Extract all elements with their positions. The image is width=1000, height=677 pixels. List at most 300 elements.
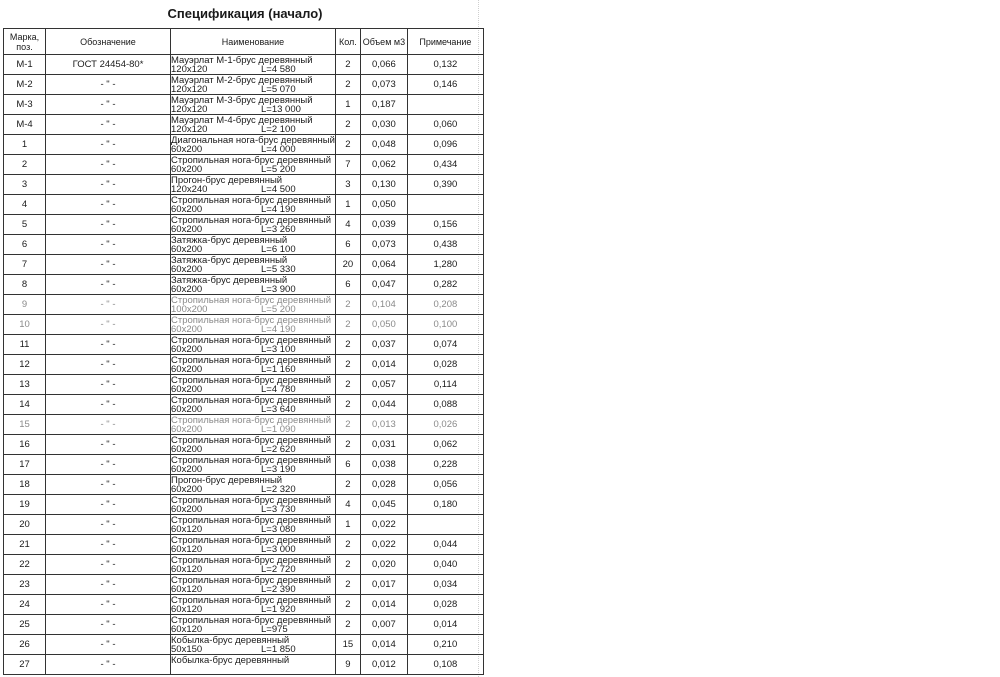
cell-name <box>171 195 336 215</box>
cell-mark: 24 <box>4 595 46 615</box>
cell-volume: 0,048 <box>360 135 407 155</box>
table-row <box>4 375 484 395</box>
name-size-line <box>171 545 335 554</box>
cell-mark: 15 <box>4 415 46 435</box>
cell-mark: 2 <box>4 155 46 175</box>
cell-qty: 7 <box>335 155 360 175</box>
cell-designation: - " - <box>46 335 171 355</box>
name-size-line <box>171 485 335 494</box>
cell-name <box>171 635 336 655</box>
cell-volume: 0,037 <box>360 335 407 355</box>
cell-designation: - " - <box>46 315 171 335</box>
table-row <box>4 535 484 555</box>
name-size-line <box>171 325 335 334</box>
name-text: Стропильная нога-брус деревянный <box>171 354 332 366</box>
cell-mark: 27 <box>4 655 46 675</box>
table-row <box>4 555 484 575</box>
length-value: L=4 190 <box>261 323 296 335</box>
cell-name <box>171 55 336 75</box>
length-value: L=1 850 <box>261 643 296 655</box>
cell-mark: 7 <box>4 255 46 275</box>
section-size: 60х120 <box>171 623 203 635</box>
table-row <box>4 275 484 295</box>
cell-name <box>171 115 336 135</box>
name-size-line <box>171 385 335 394</box>
cell-note: 0,026 <box>407 415 483 435</box>
name-text: Мауэрлат М-1-брус деревянный <box>171 54 313 66</box>
cell-name <box>171 575 336 595</box>
cell-designation: - " - <box>46 415 171 435</box>
section-size: 60х200 <box>171 423 203 435</box>
cell-mark: 16 <box>4 435 46 455</box>
section-size: 60х120 <box>171 563 203 575</box>
cell-note: 0,028 <box>407 355 483 375</box>
name-text: Прогон-брус деревянный <box>171 474 283 486</box>
cell-designation: - " - <box>46 295 171 315</box>
header-qty: Кол. <box>335 29 360 55</box>
section-size: 60х200 <box>171 363 203 375</box>
table-row <box>4 255 484 275</box>
cell-note: 0,438 <box>407 235 483 255</box>
table-row <box>4 155 484 175</box>
section-size: 120х120 <box>171 123 208 135</box>
length-value: L=3 640 <box>261 403 296 415</box>
length-value: L=1 090 <box>261 423 296 435</box>
cell-mark: 10 <box>4 315 46 335</box>
cell-qty: 2 <box>335 395 360 415</box>
cell-mark: 6 <box>4 235 46 255</box>
cell-volume: 0,020 <box>360 555 407 575</box>
cell-qty: 1 <box>335 95 360 115</box>
cell-note: 0,056 <box>407 475 483 495</box>
cell-note: 0,156 <box>407 215 483 235</box>
cell-volume: 0,050 <box>360 195 407 215</box>
cell-mark: 23 <box>4 575 46 595</box>
section-size: 120х240 <box>171 183 208 195</box>
table-row <box>4 135 484 155</box>
cell-qty: 4 <box>335 495 360 515</box>
name-text: Затяжка-брус деревянный <box>171 234 288 246</box>
cell-volume: 0,017 <box>360 575 407 595</box>
cell-mark: 19 <box>4 495 46 515</box>
cell-note: 0,282 <box>407 275 483 295</box>
cell-name <box>171 135 336 155</box>
cell-qty: 2 <box>335 435 360 455</box>
cell-qty: 15 <box>335 635 360 655</box>
cell-mark: 12 <box>4 355 46 375</box>
name-text: Стропильная нога-брус деревянный <box>171 514 332 526</box>
cell-mark: 17 <box>4 455 46 475</box>
section-size: 60х200 <box>171 283 203 295</box>
cell-designation: ГОСТ 24454-80* <box>46 55 171 75</box>
cell-qty: 1 <box>335 515 360 535</box>
cell-designation: - " - <box>46 275 171 295</box>
cell-designation: - " - <box>46 395 171 415</box>
cell-note: 0,044 <box>407 535 483 555</box>
cell-qty: 2 <box>335 595 360 615</box>
name-text: Стропильная нога-брус деревянный <box>171 294 332 306</box>
name-size-line <box>171 265 335 274</box>
header-name: Наименование <box>171 29 336 55</box>
cell-volume: 0,050 <box>360 315 407 335</box>
section-size: 60х200 <box>171 383 203 395</box>
table-row <box>4 415 484 435</box>
table-row <box>4 495 484 515</box>
cell-designation: - " - <box>46 435 171 455</box>
name-size-line <box>171 65 335 74</box>
cell-qty: 2 <box>335 115 360 135</box>
section-size: 60х200 <box>171 263 203 275</box>
cell-volume: 0,014 <box>360 355 407 375</box>
cell-qty: 2 <box>335 475 360 495</box>
cell-name <box>171 535 336 555</box>
cell-volume: 0,047 <box>360 275 407 295</box>
name-text: Стропильная нога-брус деревянный <box>171 594 332 606</box>
cell-mark: 25 <box>4 615 46 635</box>
table-row <box>4 215 484 235</box>
header-note: Примечание <box>407 29 483 55</box>
table-row <box>4 595 484 615</box>
section-size: 60х120 <box>171 543 203 555</box>
section-size: 60х200 <box>171 203 203 215</box>
name-text: Стропильная нога-брус деревянный <box>171 614 332 626</box>
cell-volume: 0,130 <box>360 175 407 195</box>
cell-mark: 8 <box>4 275 46 295</box>
cell-name <box>171 315 336 335</box>
name-size-line <box>171 125 335 134</box>
cell-volume: 0,022 <box>360 535 407 555</box>
section-size: 60х200 <box>171 483 203 495</box>
cell-mark: 14 <box>4 395 46 415</box>
cell-volume: 0,064 <box>360 255 407 275</box>
cell-note: 0,114 <box>407 375 483 395</box>
cell-qty: 2 <box>335 315 360 335</box>
cell-designation: - " - <box>46 155 171 175</box>
name-size-line <box>171 465 335 474</box>
section-size: 60х200 <box>171 463 203 475</box>
name-size-line <box>171 145 335 154</box>
length-value: L=1 160 <box>261 363 296 375</box>
length-value: L=3 730 <box>261 503 296 515</box>
length-value: L=4 580 <box>261 63 296 75</box>
table-row <box>4 435 484 455</box>
cell-name <box>171 435 336 455</box>
name-size-line <box>171 365 335 374</box>
cell-designation: - " - <box>46 455 171 475</box>
section-size: 60х200 <box>171 503 203 515</box>
name-size-line <box>171 525 335 534</box>
table-row <box>4 655 484 675</box>
cell-designation: - " - <box>46 175 171 195</box>
table-row <box>4 195 484 215</box>
section-size: 60х200 <box>171 143 203 155</box>
name-text: Стропильная нога-брус деревянный <box>171 574 332 586</box>
cell-note: 0,100 <box>407 315 483 335</box>
name-size-line <box>171 625 335 634</box>
name-text: Прогон-брус деревянный <box>171 174 283 186</box>
cell-note: 0,228 <box>407 455 483 475</box>
name-text: Стропильная нога-брус деревянный <box>171 374 332 386</box>
cell-mark: 13 <box>4 375 46 395</box>
cell-note <box>407 515 483 535</box>
table-body <box>4 55 484 675</box>
section-size: 60х200 <box>171 223 203 235</box>
cell-mark: 22 <box>4 555 46 575</box>
cell-volume: 0,022 <box>360 515 407 535</box>
cell-designation: - " - <box>46 215 171 235</box>
cell-name <box>171 175 336 195</box>
cell-note: 0,434 <box>407 155 483 175</box>
cell-note <box>407 195 483 215</box>
cell-qty: 2 <box>335 75 360 95</box>
cell-designation: - " - <box>46 535 171 555</box>
table-header-row <box>4 29 484 55</box>
cell-note: 0,210 <box>407 635 483 655</box>
length-value: L=2 320 <box>261 483 296 495</box>
cell-name <box>171 235 336 255</box>
cell-name <box>171 155 336 175</box>
table-row <box>4 395 484 415</box>
cell-designation: - " - <box>46 575 171 595</box>
cell-name <box>171 455 336 475</box>
name-size-line <box>171 345 335 354</box>
cell-note: 0,180 <box>407 495 483 515</box>
cell-note: 0,028 <box>407 595 483 615</box>
cell-qty: 3 <box>335 175 360 195</box>
cell-mark: 21 <box>4 535 46 555</box>
cell-designation: - " - <box>46 355 171 375</box>
cell-qty: 2 <box>335 615 360 635</box>
table-row <box>4 55 484 75</box>
section-size: 60х120 <box>171 603 203 615</box>
cell-qty: 2 <box>335 555 360 575</box>
cell-name <box>171 295 336 315</box>
cell-note: 0,108 <box>407 655 483 675</box>
cell-note: 0,034 <box>407 575 483 595</box>
cell-designation: - " - <box>46 235 171 255</box>
name-size-line <box>171 225 335 234</box>
section-size: 60х200 <box>171 243 203 255</box>
table-row <box>4 175 484 195</box>
cell-volume: 0,028 <box>360 475 407 495</box>
name-text: Стропильная нога-брус деревянный <box>171 434 332 446</box>
cell-mark: 1 <box>4 135 46 155</box>
name-text: Стропильная нога-брус деревянный <box>171 454 332 466</box>
cell-note: 0,208 <box>407 295 483 315</box>
section-size: 60х200 <box>171 323 203 335</box>
cell-volume: 0,031 <box>360 435 407 455</box>
name-text: Мауэрлат М-3-брус деревянный <box>171 94 313 106</box>
length-value: L=3 900 <box>261 283 296 295</box>
table-row <box>4 455 484 475</box>
length-value: L=3 100 <box>261 343 296 355</box>
name-size-line <box>171 105 335 114</box>
cell-designation: - " - <box>46 475 171 495</box>
cell-qty: 9 <box>335 655 360 675</box>
cell-volume: 0,104 <box>360 295 407 315</box>
length-value: L=4 190 <box>261 203 296 215</box>
table-row <box>4 295 484 315</box>
length-value: L=5 200 <box>261 163 296 175</box>
cell-qty: 2 <box>335 575 360 595</box>
cell-note: 0,088 <box>407 395 483 415</box>
cell-designation: - " - <box>46 375 171 395</box>
name-size-line <box>171 605 335 614</box>
cell-note <box>407 95 483 115</box>
cell-name <box>171 595 336 615</box>
length-value: L=3 080 <box>261 523 296 535</box>
cell-qty: 2 <box>335 355 360 375</box>
name-text: Стропильная нога-брус деревянный <box>171 194 332 206</box>
name-size-line <box>171 305 335 314</box>
cell-mark: 5 <box>4 215 46 235</box>
name-size-line <box>171 425 335 434</box>
cell-volume: 0,057 <box>360 375 407 395</box>
length-value: L=2 720 <box>261 563 296 575</box>
cell-qty: 2 <box>335 135 360 155</box>
cell-mark: 18 <box>4 475 46 495</box>
cell-volume: 0,073 <box>360 75 407 95</box>
cell-mark: М-3 <box>4 95 46 115</box>
table-row <box>4 75 484 95</box>
cell-qty: 2 <box>335 55 360 75</box>
table-row <box>4 615 484 635</box>
name-text: Мауэрлат М-2-брус деревянный <box>171 74 313 86</box>
name-size-line <box>171 285 335 294</box>
cell-designation: - " - <box>46 555 171 575</box>
cell-note: 0,060 <box>407 115 483 135</box>
cell-note: 0,132 <box>407 55 483 75</box>
cell-name <box>171 375 336 395</box>
cell-qty: 2 <box>335 335 360 355</box>
cell-qty: 2 <box>335 535 360 555</box>
cell-volume: 0,007 <box>360 615 407 635</box>
cell-mark: 4 <box>4 195 46 215</box>
cell-note: 0,014 <box>407 615 483 635</box>
length-value: L=3 000 <box>261 543 296 555</box>
length-value: L=1 920 <box>261 603 296 615</box>
cell-note: 0,074 <box>407 335 483 355</box>
name-text: Диагональная нога-брус деревянный <box>171 134 335 146</box>
section-size: 120х120 <box>171 103 208 115</box>
section-size: 60х200 <box>171 163 203 175</box>
name-size-line <box>171 585 335 594</box>
length-value: L=975 <box>261 623 288 635</box>
cell-name <box>171 335 336 355</box>
cell-volume: 0,066 <box>360 55 407 75</box>
name-size-line <box>171 185 335 194</box>
cell-mark: 3 <box>4 175 46 195</box>
name-text: Кобылка-брус деревянный <box>171 634 290 646</box>
page-title: Спецификация (начало) <box>167 6 323 21</box>
section-size: 60х200 <box>171 343 203 355</box>
cell-mark: М-1 <box>4 55 46 75</box>
cell-note: 0,062 <box>407 435 483 455</box>
cell-qty: 2 <box>335 295 360 315</box>
cell-designation: - " - <box>46 95 171 115</box>
cell-qty: 6 <box>335 275 360 295</box>
name-text: Стропильная нога-брус деревянный <box>171 214 332 226</box>
cell-name <box>171 495 336 515</box>
name-size-line <box>171 565 335 574</box>
cell-name <box>171 395 336 415</box>
name-text: Кобылка-брус деревянный <box>171 654 290 666</box>
name-text: Стропильная нога-брус деревянный <box>171 534 332 546</box>
length-value: L=5 070 <box>261 83 296 95</box>
cell-volume: 0,187 <box>360 95 407 115</box>
name-size-line <box>171 245 335 254</box>
cell-designation: - " - <box>46 615 171 635</box>
specification-table <box>3 28 484 675</box>
table-row <box>4 115 484 135</box>
cell-volume: 0,013 <box>360 415 407 435</box>
section-size: 60х120 <box>171 523 203 535</box>
cell-volume: 0,012 <box>360 655 407 675</box>
cell-mark: 20 <box>4 515 46 535</box>
cell-mark: М-2 <box>4 75 46 95</box>
name-text: Затяжка-брус деревянный <box>171 274 288 286</box>
name-size-line <box>171 85 335 94</box>
cell-designation: - " - <box>46 655 171 675</box>
name-size-line <box>171 165 335 174</box>
section-size: 120х120 <box>171 83 208 95</box>
name-size-line <box>171 665 335 674</box>
length-value: L=6 100 <box>261 243 296 255</box>
cell-qty: 1 <box>335 195 360 215</box>
cell-volume: 0,014 <box>360 595 407 615</box>
cell-designation: - " - <box>46 595 171 615</box>
cell-name <box>171 555 336 575</box>
table-row <box>4 335 484 355</box>
length-value: L=3 190 <box>261 463 296 475</box>
cell-designation: - " - <box>46 115 171 135</box>
cell-note: 0,096 <box>407 135 483 155</box>
name-text: Стропильная нога-брус деревянный <box>171 334 332 346</box>
cell-note: 0,390 <box>407 175 483 195</box>
cell-name <box>171 415 336 435</box>
name-text: Затяжка-брус деревянный <box>171 254 288 266</box>
name-text: Стропильная нога-брус деревянный <box>171 394 332 406</box>
cell-volume: 0,062 <box>360 155 407 175</box>
name-text: Стропильная нога-брус деревянный <box>171 414 332 426</box>
header-volume: Объем м3 <box>360 29 407 55</box>
table-row <box>4 635 484 655</box>
cell-name <box>171 615 336 635</box>
header-mark: Марка, поз. <box>4 29 46 55</box>
section-size: 50х150 <box>171 643 203 655</box>
name-size-line <box>171 405 335 414</box>
cell-qty: 2 <box>335 415 360 435</box>
table-row <box>4 355 484 375</box>
section-size: 60х200 <box>171 443 203 455</box>
cell-volume: 0,014 <box>360 635 407 655</box>
cell-qty: 4 <box>335 215 360 235</box>
name-text: Стропильная нога-брус деревянный <box>171 494 332 506</box>
length-value: L=2 620 <box>261 443 296 455</box>
length-value: L=4 500 <box>261 183 296 195</box>
cell-name <box>171 515 336 535</box>
name-size-line <box>171 645 335 654</box>
name-size-line <box>171 205 335 214</box>
cell-volume: 0,045 <box>360 495 407 515</box>
length-value: L=13 000 <box>261 103 301 115</box>
name-text: Стропильная нога-брус деревянный <box>171 314 332 326</box>
cell-volume: 0,073 <box>360 235 407 255</box>
name-text: Мауэрлат М-4-брус деревянный <box>171 114 313 126</box>
cell-designation: - " - <box>46 635 171 655</box>
cell-mark: 11 <box>4 335 46 355</box>
cell-designation: - " - <box>46 135 171 155</box>
